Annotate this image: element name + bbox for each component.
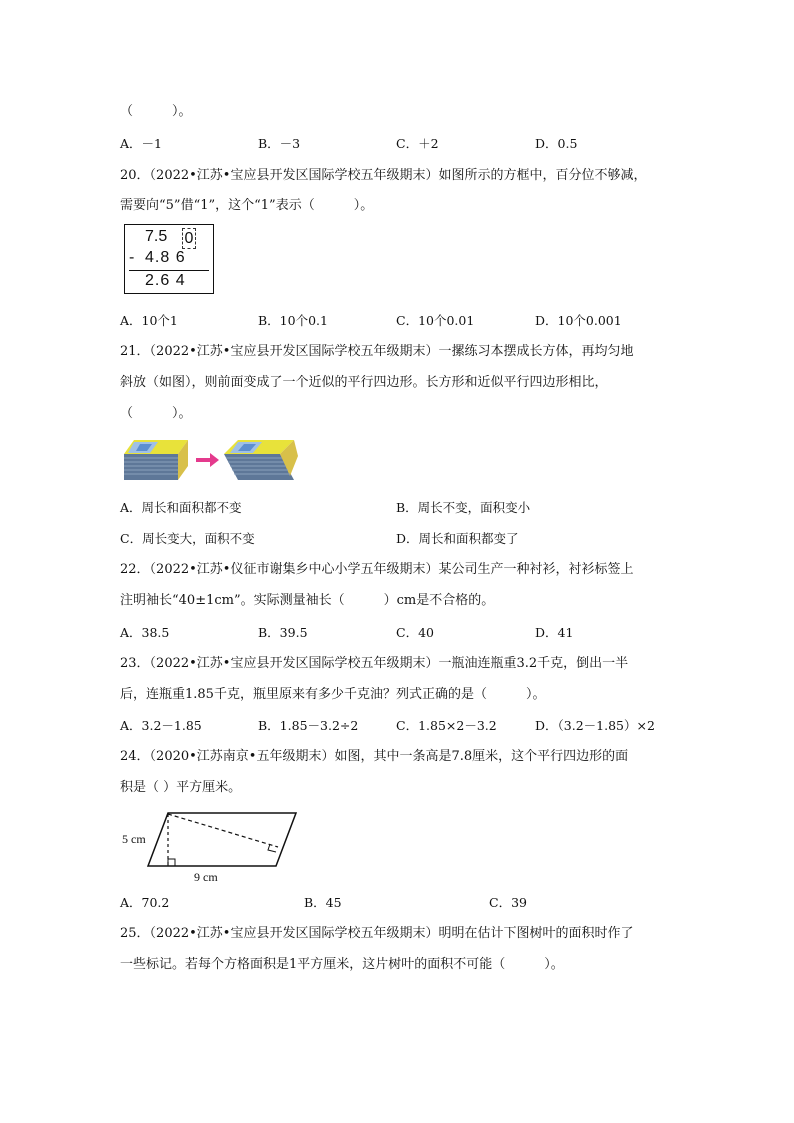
q20-option-d: D．10个0.001 xyxy=(535,313,622,328)
q21-stem-line3: （ ）。 xyxy=(120,406,192,421)
q19-option-b: B．－3 xyxy=(258,136,301,151)
q21-stem-line2: 斜放（如图），则前面变成了一个近似的平行四边形。长方形和近似平行四边形相比， xyxy=(120,375,608,390)
q24-option-a: A．70.2 xyxy=(120,895,170,910)
q20-result-line xyxy=(129,270,209,271)
q20-stem-line2: 需要向“5”借“1”，这个“1”表示（ ）。 xyxy=(120,198,374,213)
q22-option-c: C．40 xyxy=(396,625,434,640)
rectangular-stack xyxy=(124,440,188,480)
q21-stem-line1: 21．（2022•江苏•宝应县开发区国际学校五年级期末）一摞练习本摆成长方体，再均匀地 xyxy=(120,344,634,359)
q23-stem-line1: 23．（2022•江苏•宝应县开发区国际学校五年级期末）一瓶油连瓶重3.2千克，倒出一半 xyxy=(120,656,629,671)
q21-option-b: B．周长不变，面积变小 xyxy=(396,500,531,515)
q20-option-a: A．10个1 xyxy=(120,313,178,328)
q22-option-b: B．39.5 xyxy=(258,625,308,640)
q19-blank: （ ）。 xyxy=(120,104,192,119)
q21-option-c: C．周长变大，面积不变 xyxy=(120,531,255,546)
q22-option-d: D．41 xyxy=(535,625,574,640)
q22-stem-line1: 22．（2022•江苏•仪征市谢集乡中心小学五年级期末）某公司生产一种衬衫，衬衫标签上 xyxy=(120,562,634,577)
q21-option-a: A．周长和面积都不变 xyxy=(120,500,242,515)
slanted-height-dashed xyxy=(168,814,278,847)
q19-option-d: D．0.5 xyxy=(535,136,578,151)
q20-option-c: C．10个0.01 xyxy=(396,313,475,328)
right-angle-mark-bottom xyxy=(168,859,175,866)
q25-stem-line1: 25．（2022•江苏•宝应县开发区国际学校五年级期末）明明在估计下图树叶的面积时作了 xyxy=(120,926,634,941)
q20-subtraction-figure xyxy=(124,224,214,294)
q24-stem-line1: 24．（2020•江苏南京•五年级期末）如图，其中一条高是7.8厘米，这个平行四边形的面 xyxy=(120,749,629,764)
slanted-stack xyxy=(224,440,298,480)
q23-stem-line2: 后，连瓶重1.85千克，瓶里原来有多少千克油？列式正确的是（ ）。 xyxy=(120,687,546,702)
q21-notebook-stack-figure xyxy=(120,436,300,482)
q24-stem-line2: 积是（ ）平方厘米。 xyxy=(120,780,242,795)
q20-option-b: B．10个0.1 xyxy=(258,313,328,328)
q23-option-d: D．（3.2－1.85）×2 xyxy=(535,718,655,733)
parallelogram-outline xyxy=(148,813,296,866)
q24-option-b: B．45 xyxy=(304,895,342,910)
side-length-label: 5 cm xyxy=(122,832,146,846)
q20-row2-digits: 4.8 6 xyxy=(145,249,186,266)
q20-stem-line1: 20．（2022•江苏•宝应县开发区国际学校五年级期末）如图所示的方框中，百分位不够减， xyxy=(120,168,647,183)
q24-option-c: C．39 xyxy=(489,895,527,910)
q24-parallelogram-figure xyxy=(120,810,300,886)
q21-option-d: D．周长和面积都变了 xyxy=(396,531,519,546)
q23-option-c: C．1.85×2－3.2 xyxy=(396,718,497,733)
q23-option-b: B．1.85－3.2÷2 xyxy=(258,718,359,733)
q25-stem-line2: 一些标记。若每个方格面积是1平方厘米，这片树叶的面积不可能（ ）。 xyxy=(120,957,564,972)
q22-stem-line2: 注明袖长“40±1cm”。实际测量袖长（ ）cm是不合格的。 xyxy=(120,593,495,608)
q20-row1-digits: 7.5 xyxy=(145,228,168,245)
q20-dashed-box-digit: 0 xyxy=(182,228,196,249)
q19-option-c: C．＋2 xyxy=(396,136,439,151)
transform-arrow-icon xyxy=(196,453,219,467)
q22-option-a: A．38.5 xyxy=(120,625,170,640)
q20-row3-digits: 2.6 4 xyxy=(145,272,186,289)
q19-option-a: A．－1 xyxy=(120,136,162,151)
base-length-label: 9 cm xyxy=(194,870,218,884)
q23-option-a: A．3.2－1.85 xyxy=(120,718,202,733)
q20-minus-sign: - xyxy=(129,249,135,266)
